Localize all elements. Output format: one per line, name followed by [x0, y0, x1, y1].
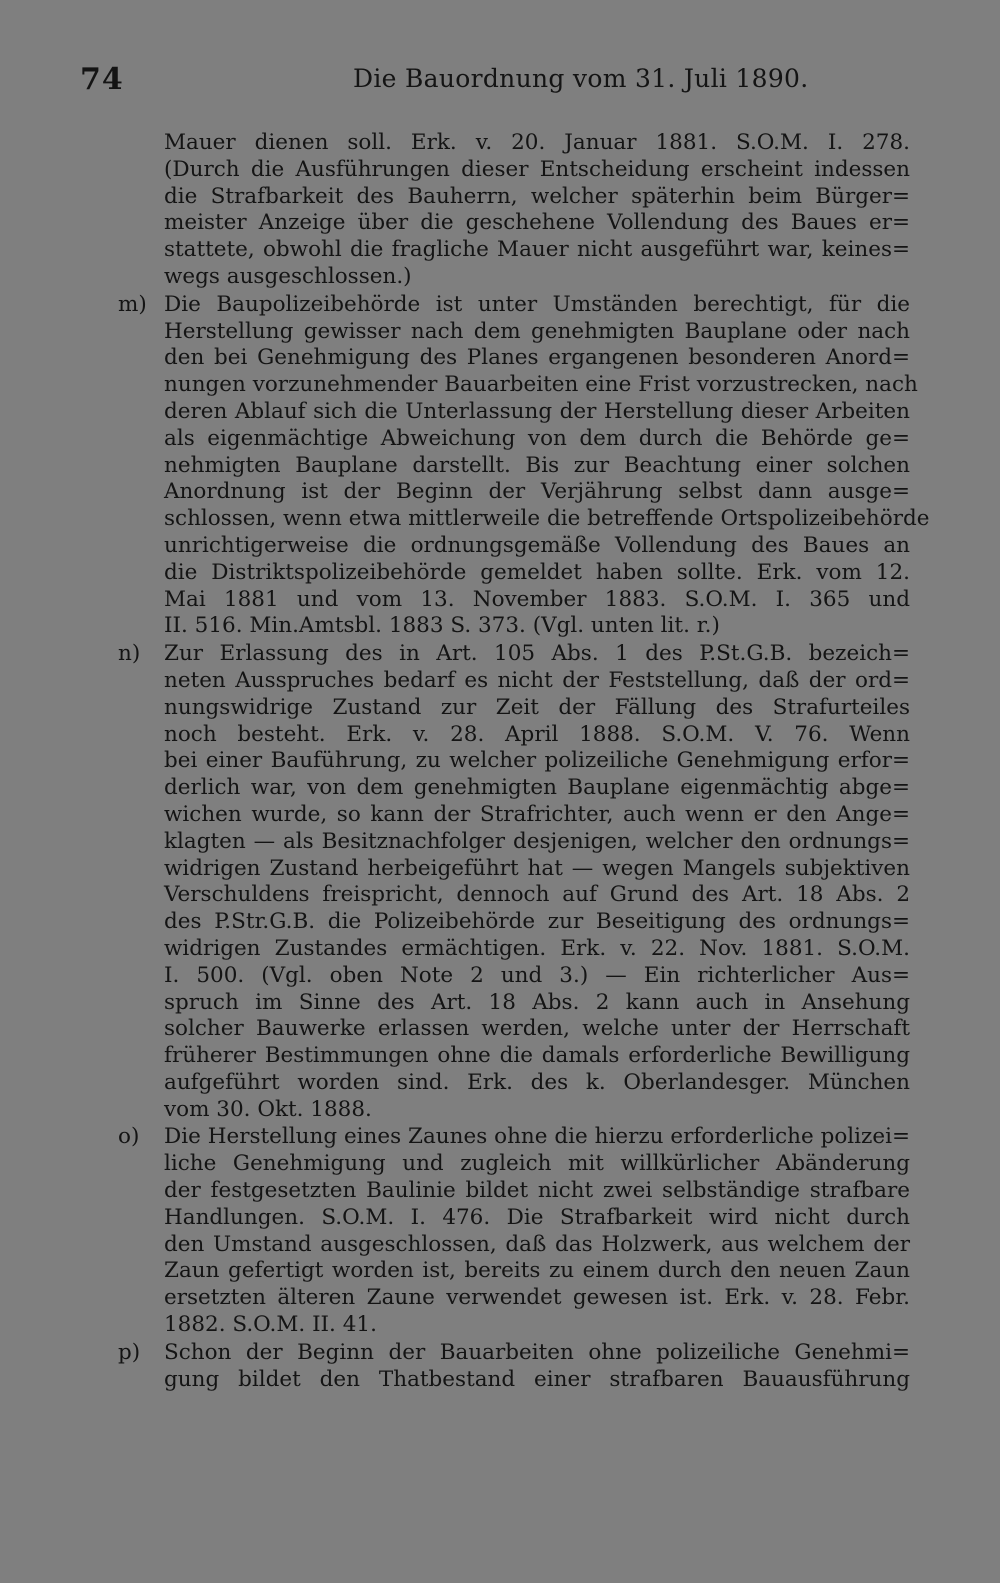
text-line: die Distriktspolizeibehörde gemeldet haben sollte. Erk. vom 12.	[164, 559, 910, 585]
text-line: nungswidrige Zustand zur Zeit der Fällung des Strafurteiles	[164, 694, 910, 720]
text-line: solcher Bauwerke erlassen werden, welche unter der Herrschaft	[164, 1016, 910, 1042]
item-o	[118, 1124, 910, 1338]
item-label: m)	[118, 291, 147, 317]
text-line: II. 516. Min.Amtsbl. 1883 S. 373. (Vgl. unten lit. r.)	[164, 613, 720, 639]
text-line: schlossen, wenn etwa mittlerweile die betreffende Ortspolizeibehörde	[164, 506, 930, 532]
text-line: (Durch die Ausführungen dieser Entscheidung erscheint indessen	[164, 156, 910, 182]
text-line: I. 500. (Vgl. oben Note 2 und 3.) — Ein richterlicher Aus=	[164, 962, 910, 988]
text-line: liche Genehmigung und zugleich mit willkürlicher Abänderung	[164, 1151, 910, 1177]
text-line: aufgeführt worden sind. Erk. des k. Oberlandesger. München	[164, 1069, 910, 1095]
text-line: der festgesetzten Baulinie bildet nicht zwei selbständige strafbare	[164, 1178, 910, 1204]
text-line: die Strafbarkeit des Bauherrn, welcher späterhin beim Bürger=	[164, 183, 910, 209]
text-line: stattete, obwohl die fragliche Mauer nicht ausgeführt war, keines=	[164, 237, 910, 263]
text-line: wichen wurde, so kann der Strafrichter, auch wenn er den Ange=	[164, 801, 910, 827]
text-line: als eigenmächtige Abweichung von dem durch die Behörde ge=	[164, 425, 910, 451]
text-line	[118, 1340, 910, 1367]
page-header	[80, 62, 910, 102]
text-line: ersetzten älteren Zaune verwendet gewesen ist. Erk. v. 28. Febr.	[164, 1285, 910, 1311]
text-line: wegs ausgeschlossen.)	[164, 263, 412, 289]
item-n	[118, 641, 910, 1123]
text-line: klagten — als Besitznachfolger desjenigen, welcher den ordnungs=	[164, 828, 910, 854]
line-text: Die Baupolizeibehörde ist unter Umständen berechtigt, für die	[164, 291, 910, 317]
text-line: nungen vorzunehmender Bauarbeiten eine Frist vorzustrecken, nach	[164, 372, 918, 398]
text-line: gung bildet den Thatbestand einer strafbaren Bauausführung	[164, 1366, 910, 1392]
text-line: Mai 1881 und vom 13. November 1883. S.O.M. I. 365 und	[164, 586, 910, 612]
text-line: spruch im Sinne des Art. 18 Abs. 2 kann auch in Ansehung	[164, 989, 910, 1015]
text-line: früherer Bestimmungen ohne die damals erforderliche Bewilligung	[164, 1043, 910, 1069]
text-line: derlich war, von dem genehmigten Bauplane eigenmächtig abge=	[164, 775, 910, 801]
running-title: Die Bauordnung vom 31. Juli 1890.	[353, 64, 809, 93]
text-line: Verschuldens freispricht, dennoch auf Grund des Art. 18 Abs. 2	[164, 882, 910, 908]
continuation-paragraph	[118, 130, 910, 291]
text-line	[118, 292, 910, 319]
item-m	[118, 291, 930, 640]
text-line: widrigen Zustand herbeigeführt hat — wegen Mangels subjektiven	[164, 855, 910, 881]
body-text	[118, 130, 930, 1394]
line-text: Die Herstellung eines Zaunes ohne die hierzu erforderliche polizei=	[164, 1124, 910, 1150]
text-line	[118, 1124, 910, 1151]
text-line: Anordnung ist der Beginn der Verjährung selbst dann ausge=	[164, 479, 910, 505]
text-line: widrigen Zustandes ermächtigen. Erk. v. 22. Nov. 1881. S.O.M.	[164, 935, 910, 961]
item-label: p)	[118, 1339, 141, 1365]
text-line: bei einer Bauführung, zu welcher polizeiliche Genehmigung erfor=	[164, 748, 910, 774]
text-line: unrichtigerweise die ordnungsgemäße Vollendung des Baues an	[164, 532, 910, 558]
text-line: vom 30. Okt. 1888.	[164, 1096, 372, 1122]
line-text: Schon der Beginn der Bauarbeiten ohne polizeiliche Genehmi=	[164, 1339, 910, 1365]
text-line: Handlungen. S.O.M. I. 476. Die Strafbarkeit wird nicht durch	[164, 1204, 910, 1230]
text-line: des P.Str.G.B. die Polizeibehörde zur Beseitigung des ordnungs=	[164, 909, 910, 935]
text-line: noch besteht. Erk. v. 28. April 1888. S.O.M. V. 76. Wenn	[164, 721, 910, 747]
text-line: Herstellung gewisser nach dem genehmigten Bauplane oder nach	[164, 318, 910, 344]
text-line	[118, 641, 910, 668]
text-line: den Umstand ausgeschlossen, daß das Holzwerk, aus welchem der	[164, 1231, 910, 1257]
text-line: 1882. S.O.M. II. 41.	[164, 1312, 377, 1338]
text-line: den bei Genehmigung des Planes ergangenen besonderen Anord=	[164, 345, 910, 371]
item-label: n)	[118, 641, 141, 667]
text-line: deren Ablauf sich die Unterlassung der Herstellung dieser Arbeiten	[164, 398, 910, 424]
page-number: 74	[80, 62, 124, 97]
line-text: Zur Erlassung des in Art. 105 Abs. 1 des P.St.G.B. bezeich=	[164, 641, 910, 667]
text-line: neten Ausspruches bedarf es nicht der Feststellung, daß der ord=	[164, 667, 910, 693]
text-line: Mauer dienen soll. Erk. v. 20. Januar 1881. S.O.M. I. 278.	[164, 130, 910, 155]
text-line: Zaun gefertigt worden ist, bereits zu einem durch den neuen Zaun	[164, 1258, 910, 1284]
text-line: meister Anzeige über die geschehene Vollendung des Baues er=	[164, 210, 910, 236]
item-label: o)	[118, 1124, 140, 1150]
text-line: nehmigten Bauplane darstellt. Bis zur Beachtung einer solchen	[164, 452, 910, 478]
item-p	[118, 1340, 910, 1394]
